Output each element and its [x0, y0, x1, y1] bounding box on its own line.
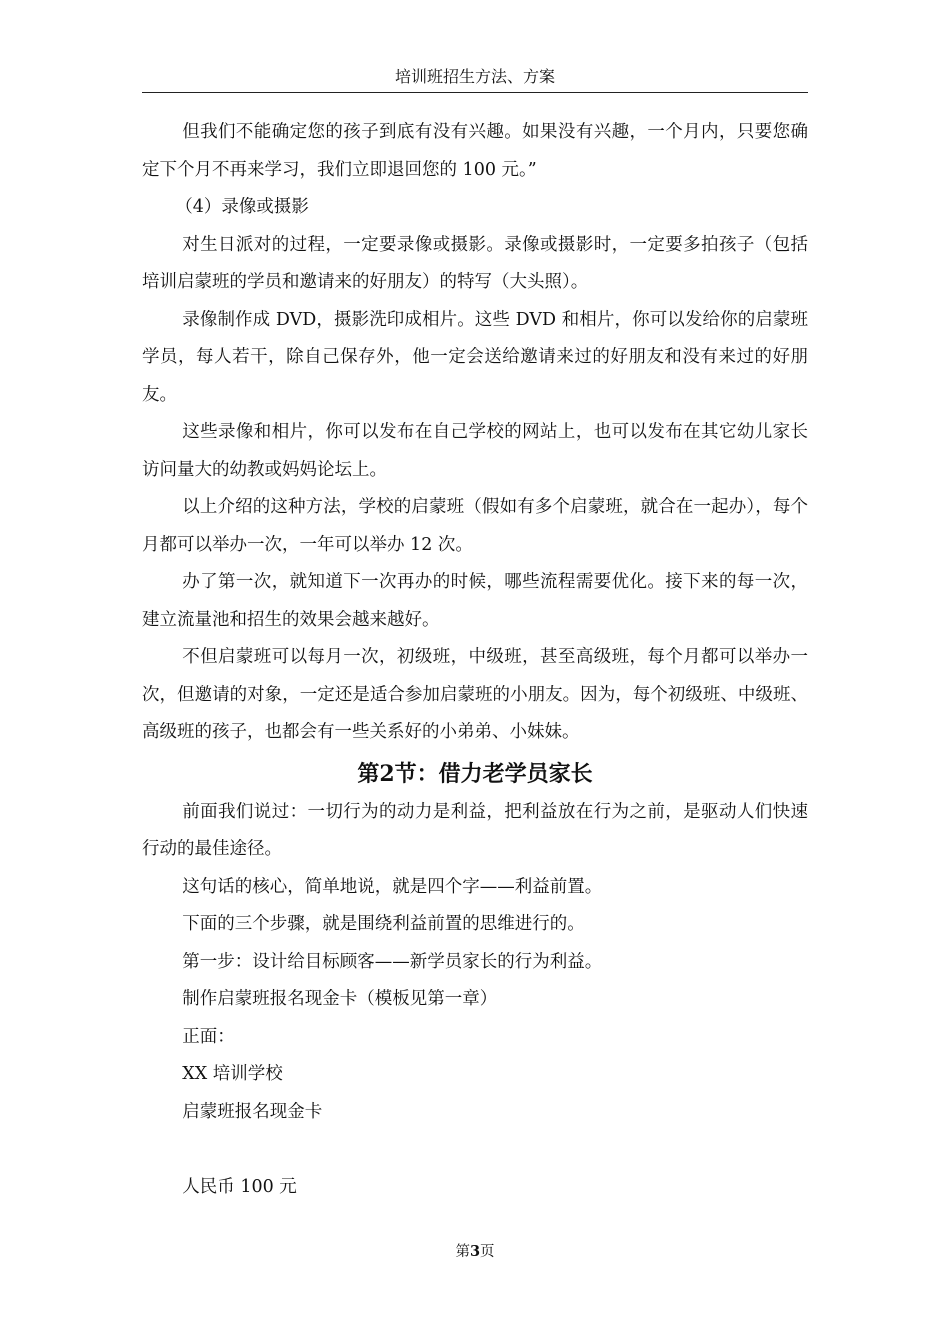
section-suffix: 节：借力老学员家长 — [394, 760, 593, 787]
card-amount: 人民币 100 元 — [182, 1176, 297, 1197]
paragraph: 这句话的核心，简单地说，就是四个字——利益前置。 — [182, 876, 603, 897]
page-footer — [0, 1242, 950, 1262]
paragraph: 对生日派对的过程，一定要录像或摄影。录像或摄影时，一定要多拍孩子（包括培训启蒙班的学员和邀请来的好朋友）的特写（大头照）。 — [142, 234, 808, 292]
paragraph: 第一步：设计给目标顾客——新学员家长的行为利益。 — [182, 951, 603, 972]
page-body — [142, 114, 808, 1206]
blank-line — [142, 1131, 808, 1169]
paragraph: 以上介绍的这种方法，学校的启蒙班（假如有多个启蒙班，就合在一起办），每个月都可以举办一次，一年可以举办 12 次。 — [142, 497, 808, 555]
paragraph: XX 培训学校 — [182, 1064, 283, 1084]
paragraph: 不但启蒙班可以每月一次，初级班，中级班，甚至高级班，每个月都可以举办一次，但邀请的对象，一定还是适合参加启蒙班的小朋友。因为，每个初级班、中级班、高级班的孩子，也都会有一些关系好的小弟弟、小妹妹。 — [142, 647, 808, 742]
section-heading — [142, 752, 808, 794]
header-title: 培训班招生方法、方案 — [394, 67, 555, 86]
paragraph: 但我们不能确定您的孩子到底有没有兴趣。如果没有兴趣，一个月内，只要您确定下个月不再来学习，我们立即退回您的 100 元。” — [142, 122, 808, 180]
footer-prefix: 第 — [455, 1244, 470, 1260]
paragraph: 录像制作成 DVD，摄影洗印成相片。这些 DVD 和相片，你可以发给你的启蒙班学员，每人若干，除自己保存外，他一定会送给邀请来过的好朋友和没有来过的好朋友。 — [142, 309, 808, 405]
section-prefix: 第 — [357, 760, 380, 787]
page-number: 3 — [469, 1243, 481, 1260]
paragraph: 这些录像和相片，你可以发布在自己学校的网站上，也可以发布在其它幼儿家长访问量大的幼教或妈妈论坛上。 — [142, 422, 808, 480]
footer-suffix: 页 — [480, 1244, 495, 1260]
paragraph: 制作启蒙班报名现金卡（模板见第一章） — [182, 989, 498, 1009]
paragraph: 办了第一次，就知道下一次再办的时候，哪些流程需要优化。接下来的每一次，建立流量池和招生的效果会越来越好。 — [142, 572, 808, 630]
paragraph: 下面的三个步骤，就是围绕利益前置的思维进行的。 — [182, 914, 585, 934]
section-number: 2 — [379, 760, 395, 787]
paragraph: （4）录像或摄影 — [175, 197, 309, 217]
page-header — [142, 64, 808, 93]
paragraph: 正面： — [182, 1026, 235, 1047]
paragraph: 前面我们说过：一切行为的动力是利益，把利益放在行为之前，是驱动人们快速行动的最佳途径。 — [142, 801, 808, 859]
paragraph: 启蒙班报名现金卡 — [182, 1101, 323, 1122]
